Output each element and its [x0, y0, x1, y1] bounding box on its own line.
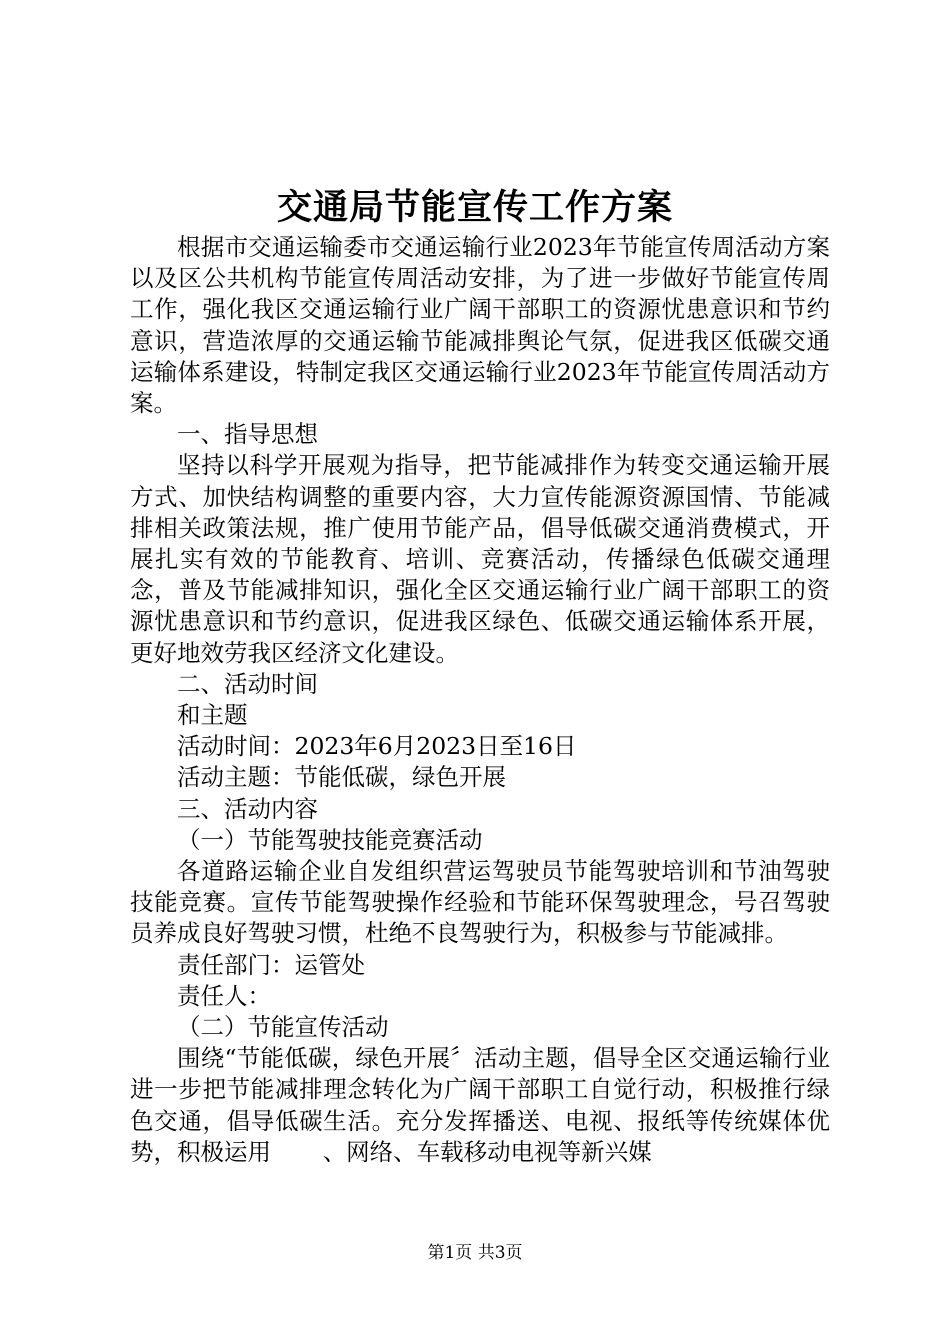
driving-contest-paragraph: 各道路运输企业自发组织营运驾驶员节能驾驶培训和节油驾驶技能竞赛。宣传节能驾驶操作经验和节能环保驾驶理念，号召驾驶员养成良好驾驶习惯，杜绝不良驾驶行为，积极参与节能减排。	[130, 857, 830, 948]
section-heading-activity-time: 二、活动时间	[177, 669, 318, 698]
activity-theme-line: 活动主题：节能低碳，绿色开展	[177, 763, 506, 792]
publicity-text-part-b: 、网络、车载移动电视等新兴媒	[322, 1137, 652, 1166]
guiding-ideology-paragraph: 坚持以科学开展观为指导，把节能减排作为转变交通运输开展方式、加快结构调整的重要内容，大力宣传能源资源国情、节能减排相关政策法规，推广使用节能产品，倡导低碳交通消费模式，开展扎实有效的节能教育、培训、竞赛活动，传播绿色低碳交通理念，普及节能减排知识，强化全区交通运输行业广阔干部职工的资源忧患意识和节约意识，促进我区绿色、低碳交通运输体系开展，更好地效劳我区经济文化建设。	[130, 451, 830, 667]
publicity-paragraph	[130, 1043, 830, 1168]
responsible-department-line: 责任部门：运管处	[177, 950, 365, 979]
subsection-heading-driving-contest: （一）节能驾驶技能竞赛活动	[177, 825, 483, 854]
section-heading-activity-time-cont: 和主题	[177, 701, 248, 730]
subsection-heading-publicity: （二）节能宣传活动	[177, 1013, 389, 1042]
page-footer: 第1页 共3页	[427, 1243, 523, 1263]
activity-time-line: 活动时间：2023年6月2023日至16日	[177, 732, 577, 761]
publicity-text-part-a: 围绕“节能低碳，绿色开展〞活动主题，倡导全区交通运输行业进一步把节能减排理念转化为广阔干部职工自觉行动，积极推行绿色交通，倡导低碳生活。充分发挥播送、电视、报纸等传统媒体优势，积极运用	[130, 1044, 830, 1166]
section-heading-guiding-ideology: 一、指导思想	[177, 420, 318, 449]
section-heading-activity-content: 三、活动内容	[177, 794, 318, 823]
document-title: 交通局节能宣传工作方案	[276, 187, 673, 228]
intro-paragraph: 根据市交通运输委市交通运输行业2023年节能宣传周活动方案以及区公共机构节能宣传周活动安排，为了进一步做好节能宣传周工作，强化我区交通运输行业广阔干部职工的资源忧患意识和节约意识，营造浓厚的交通运输节能减排舆论气氛，促进我区低碳交通运输体系建设，特制定我区交通运输行业2023年节能宣传周活动方案。	[130, 233, 830, 418]
responsible-person-line: 责任人：	[177, 981, 271, 1010]
document-body	[130, 232, 830, 1168]
